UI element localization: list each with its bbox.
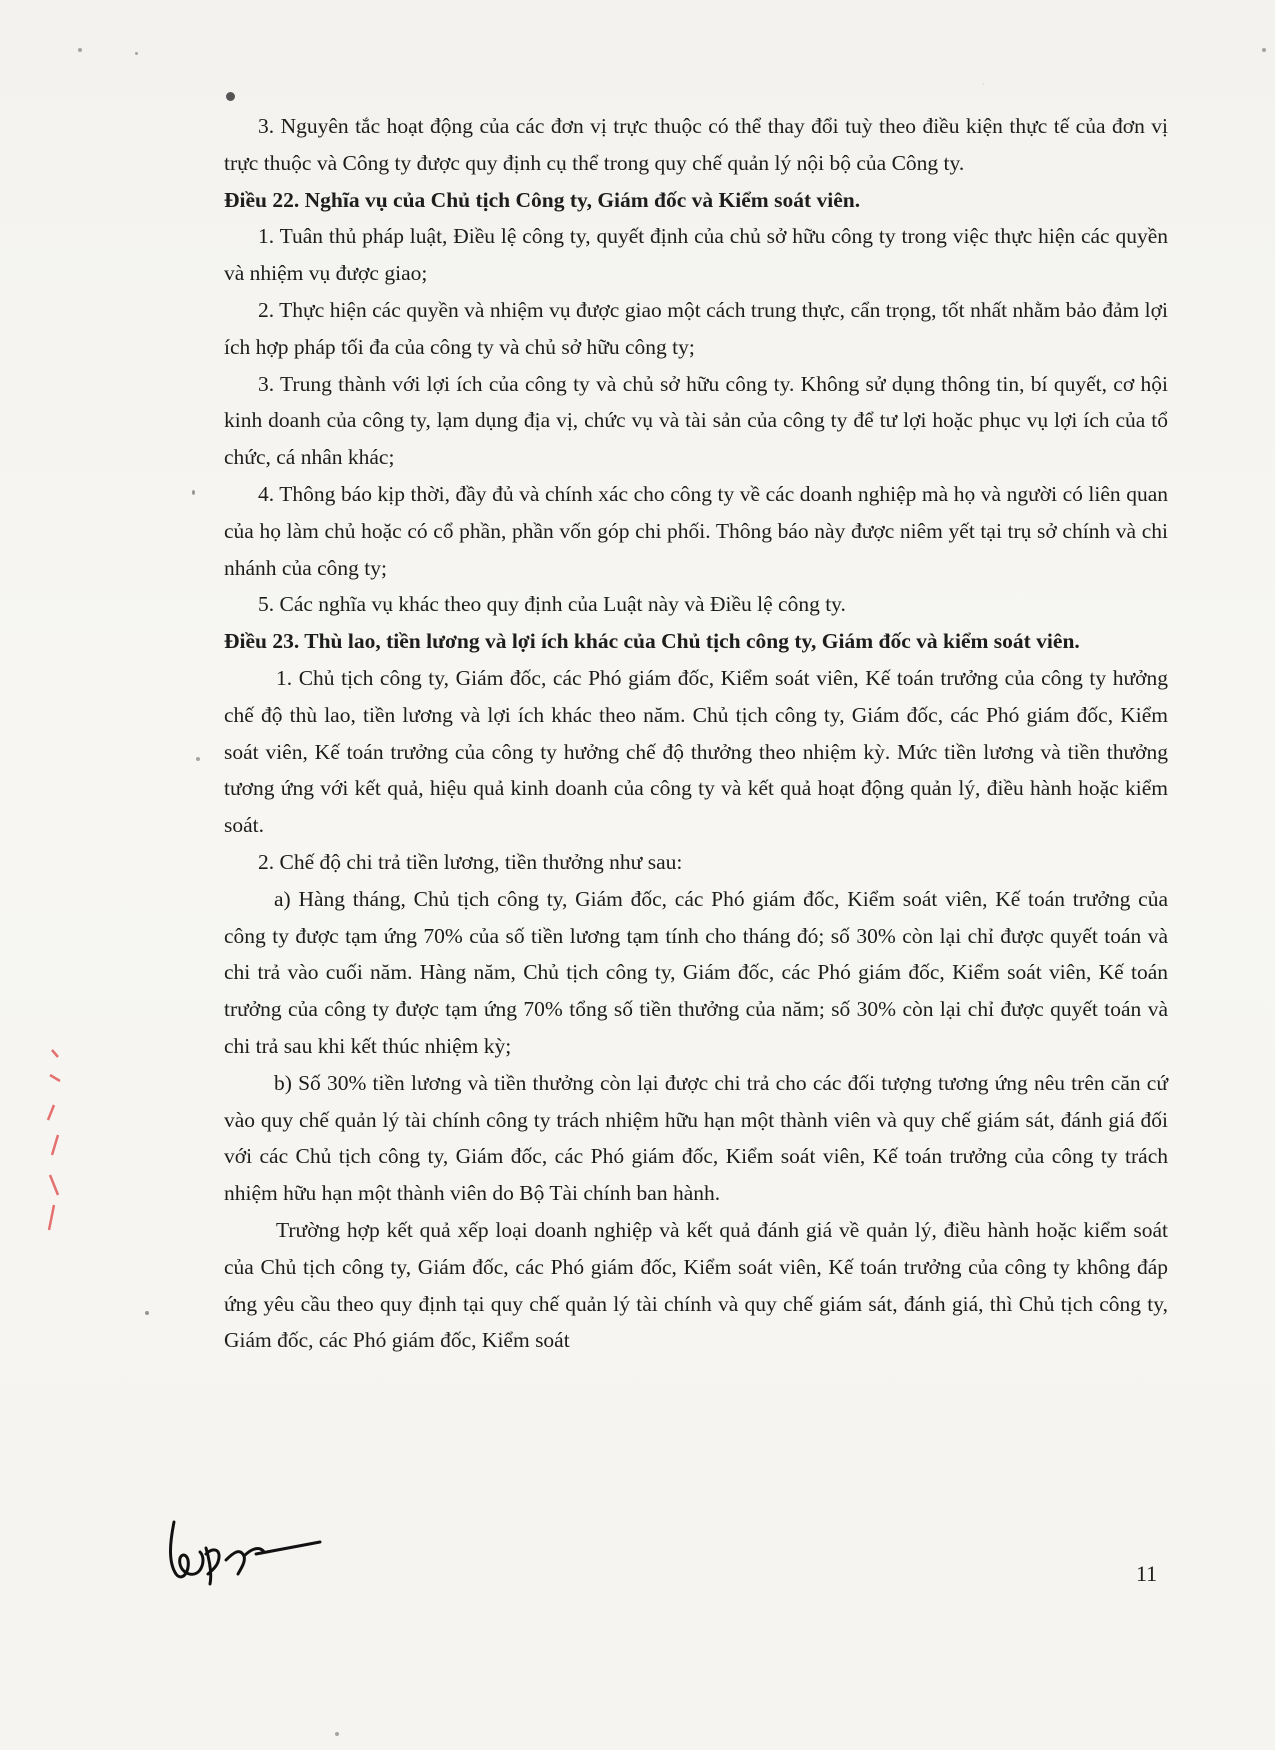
scan-speck (78, 48, 82, 52)
scan-speck (1262, 48, 1266, 52)
scan-speck (145, 1311, 149, 1315)
article-22-item-4: 4. Thông báo kịp thời, đầy đủ và chính xác cho công ty về các doanh nghiệp mà họ và người có liên quan của họ làm chủ hoặc có cổ phần, phần vốn góp chi phối. Thông báo này được niêm yết tại trụ sở chính và chi nhánh của công ty; (224, 481, 1168, 580)
article-23-item-1: 1. Chủ tịch công ty, Giám đốc, các Phó giám đốc, Kiểm soát viên, Kế toán trưởng của công ty hưởng chế độ thù lao, tiền lương và lợi ích khác theo năm. Chủ tịch công ty, Giám đốc, các Phó giám đốc, Kiểm soát viên, Kế toán trưởng của công ty hưởng chế độ thưởng theo nhiệm kỳ. Mức tiền lương và tiền thưởng tương ứng với kết quả, hiệu quả kinh doanh của công ty và kết quả hoạt động quản lý, điều hành hoặc kiểm soát. (224, 665, 1168, 838)
article-23-item-2b: b) Số 30% tiền lương và tiền thưởng còn lại được chi trả cho các đối tượng tương ứng nêu trên căn cứ vào quy chế quản lý tài chính công ty trách nhiệm hữu hạn một thành viên và quy chế giám sát, đánh giá đối với các Chủ tịch công ty, Giám đốc, các Phó giám đốc, Kiểm soát viên, Kế toán trưởng của công ty trách nhiệm hữu hạn một thành viên do Bộ Tài chính ban hành. (224, 1070, 1168, 1206)
scan-speck (226, 92, 235, 101)
handwritten-initials-signature (160, 1512, 340, 1592)
article-23-case-paragraph: Trường hợp kết quả xếp loại doanh nghiệp và kết quả đánh giá về quản lý, điều hành hoặc kiểm soát của Chủ tịch công ty, Giám đốc, các Phó giám đốc, Kiểm soát viên, Kế toán trưởng của công ty không đáp ứng yêu cầu theo quy định tại quy chế quản lý tài chính và quy chế giám sát, đánh giá, thì Chủ tịch công ty, Giám đốc, các Phó giám đốc, Kiểm soát (224, 1217, 1168, 1353)
article-22-heading: Điều 22. Nghĩa vụ của Chủ tịch Công ty, Giám đốc và Kiểm soát viên. (224, 187, 861, 212)
article-23-heading: Điều 23. Thù lao, tiền lương và lợi ích khác của Chủ tịch công ty, Giám đốc và kiểm soát viên. (224, 629, 1080, 654)
margin-stamp-mark (40, 1045, 72, 1235)
article-22-item-5: 5. Các nghĩa vụ khác theo quy định của Luật này và Điều lệ công ty. (258, 592, 846, 617)
scan-speck (335, 1732, 339, 1736)
article-22-item-2: 2. Thực hiện các quyền và nhiệm vụ được giao một cách trung thực, cẩn trọng, tốt nhất nhằm bảo đảm lợi ích hợp pháp tối đa của công ty và chủ sở hữu công ty; (224, 297, 1168, 359)
article-23-item-2a: a) Hàng tháng, Chủ tịch công ty, Giám đốc, các Phó giám đốc, Kiểm soát viên, Kế toán trưởng của công ty được tạm ứng 70% của số tiền lương tạm tính cho tháng đó; số 30% còn lại chỉ được quyết toán và chi trả vào cuối năm. Hàng năm, Chủ tịch công ty, Giám đốc, các Phó giám đốc, Kiểm soát viên, Kế toán trưởng của công ty được tạm ứng 70% tổng số tiền thưởng của năm; số 30% còn lại chỉ được quyết toán và chi trả sau khi kết thúc nhiệm kỳ; (224, 886, 1168, 1058)
scan-speck (196, 757, 200, 761)
show-through-text: · (980, 74, 987, 96)
article-23-item-2: 2. Chế độ chi trả tiền lương, tiền thưởng như sau: (258, 849, 683, 874)
page-number: 11 (1136, 1561, 1158, 1586)
paragraph-3-principles: 3. Nguyên tắc hoạt động của các đơn vị trực thuộc có thể thay đổi tuỳ theo điều kiện thực tế của đơn vị trực thuộc và Công ty được quy định cụ thể trong quy chế quản lý nội bộ của Công ty. (224, 114, 1168, 175)
article-22-item-1: 1. Tuân thủ pháp luật, Điều lệ công ty, quyết định của chủ sở hữu công ty trong việc thực hiện các quyền và nhiệm vụ được giao; (224, 224, 1168, 286)
article-22-item-3: 3. Trung thành với lợi ích của công ty và chủ sở hữu công ty. Không sử dụng thông tin, bí quyết, cơ hội kinh doanh của công ty, lạm dụng địa vị, chức vụ và tài sản của công ty để tư lợi hoặc phục vụ lợi ích của tổ chức, cá nhân khác; (224, 371, 1168, 470)
document-body (224, 108, 1168, 1359)
scan-speck (135, 52, 138, 55)
scan-speck (192, 490, 195, 495)
